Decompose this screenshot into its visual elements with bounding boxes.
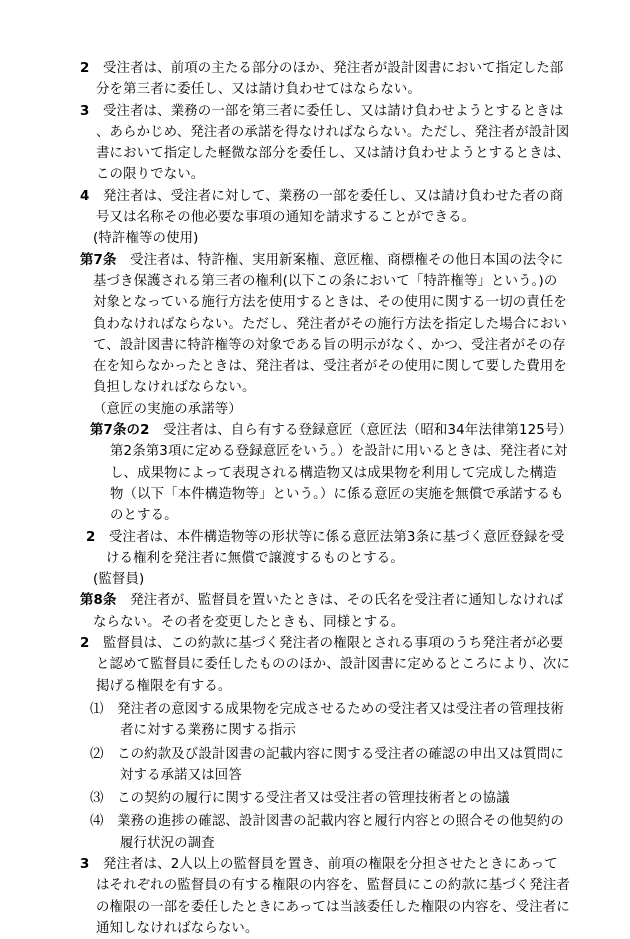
- paragraph-number: 4: [80, 188, 90, 204]
- paragraph-6-3: [80, 101, 570, 186]
- paragraph-text: 受注者は、前項の主たる部分のほか、発注者が設計図書において指定した部分を第三者に委任し、又は請け負わせてはならない。: [89, 61, 564, 98]
- paragraph-text: 発注者は、受注者に対して、業務の一部を委任し、又は請け負わせた者の商号又は名称その他必要な事項の通知を請求することができる。: [89, 188, 564, 226]
- sub-item-number: ⑵: [90, 746, 104, 762]
- paragraph-6-2: [80, 58, 570, 101]
- paragraph-number: 2: [80, 636, 90, 652]
- sub-item-1: [80, 699, 570, 742]
- article-7-2: [80, 420, 570, 526]
- paragraph-7-2-2: [80, 527, 570, 570]
- paragraph-text: 監督員は、この約款に基づく発注者の権限とされる事項のうち発注者が必要と認めて監督員に委任したもののほか、設計図書に定めるところにより、次に掲げる権限を有する。: [89, 636, 570, 694]
- paragraph-number: 3: [80, 103, 90, 119]
- paragraph-number: 2: [80, 61, 90, 76]
- paragraph-number: 3: [80, 856, 90, 872]
- paragraph-8-3: [80, 854, 570, 939]
- paragraph-number: 2: [86, 529, 96, 545]
- sub-item-number: ⑶: [90, 791, 104, 807]
- article-text: 受注者は、特許権、実用新案権、意匠権、商標権その他日本国の法令に基づき保護される第三者の権利(以下この条において「特許権等」という。)の対象となっている施行方法を使用するときは、その使用に関する一切の責任を負わなければならない。ただし、発注者がその施行方法を指定した場合において、設計図書に特許権等の対象である旨の明示がなく、かつ、受注者がその存在を知らなかったときは、発注者は、受注者がその使用に関して要した費用を負担しなければならない。: [93, 252, 567, 396]
- sub-item-text: 業務の進捗の確認、設計図書の記載内容と履行内容との照合その他契約の履行状況の調査: [103, 814, 564, 851]
- sub-item-number: ⑷: [90, 814, 104, 830]
- sub-item-text: この契約の履行に関する受注者又は受注者の管理技術者との協議: [103, 791, 510, 807]
- article-7: [80, 250, 570, 399]
- paragraph-text: 受注者は、本件構造物等の形状等に係る意匠法第3条に基づく意匠登録を受ける権利を発注者に無償で譲渡するものとする。: [95, 529, 565, 566]
- article-7-heading: (特許権等の使用): [93, 231, 199, 247]
- paragraph-text: 受注者は、業務の一部を第三者に委任し、又は請け負わせようとするときは、あらかじめ、発注者の承諾を得なければならない。ただし、発注者が設計図書において指定した軽微な部分を委任し、又は請け負わせようとするときは、この限りでない。: [89, 103, 570, 183]
- sub-item-number: ⑴: [90, 701, 104, 717]
- sub-item-2: [80, 744, 570, 787]
- sub-item-text: 発注者の意図する成果物を完成させるための受注者又は受注者の管理技術者に対する業務に関する指示: [103, 701, 564, 739]
- paragraph-6-4: [80, 186, 570, 229]
- article-7-2-heading: （意匠の実施の承諾等）: [93, 401, 242, 417]
- article-text: 受注者は、自ら有する登録意匠（意匠法（昭和34年法律第125号）第2条第3項に定める登録意匠をいう。）を設計に用いるときは、発注者に対し、成果物によって表現される構造物又は成果物を利用して完成した構造物（以下「本件構造物等」という。）に係る意匠の実施を無償で承諾するものとする。: [110, 423, 568, 524]
- article-number: 第7条: [80, 252, 117, 268]
- sub-item-3: [80, 788, 570, 809]
- article-number: 第7条の2: [90, 423, 150, 439]
- sub-item-text: この約款及び設計図書の記載内容に関する受注者の確認の申出又は質問に対する承諾又は回答: [103, 746, 564, 783]
- article-text: 発注者が、監督員を置いたときは、その氏名を受注者に通知しなければならない。その者を変更したときも、同様とする。: [93, 593, 564, 630]
- article-8: [80, 590, 570, 633]
- article-number: 第8条: [80, 593, 117, 609]
- paragraph-8-2: [80, 633, 570, 697]
- article-8-heading: (監督員): [93, 572, 145, 588]
- paragraph-text: 発注者は、2人以上の監督員を置き、前項の権限を分担させたときにあってはそれぞれの監督員の有する権限の内容を、監督員にこの約款に基づく発注者の権限の一部を委任したときにあっては当該委任した権限の内容を、受注者に通知しなければならない。: [89, 856, 570, 936]
- sub-item-4: [80, 811, 570, 854]
